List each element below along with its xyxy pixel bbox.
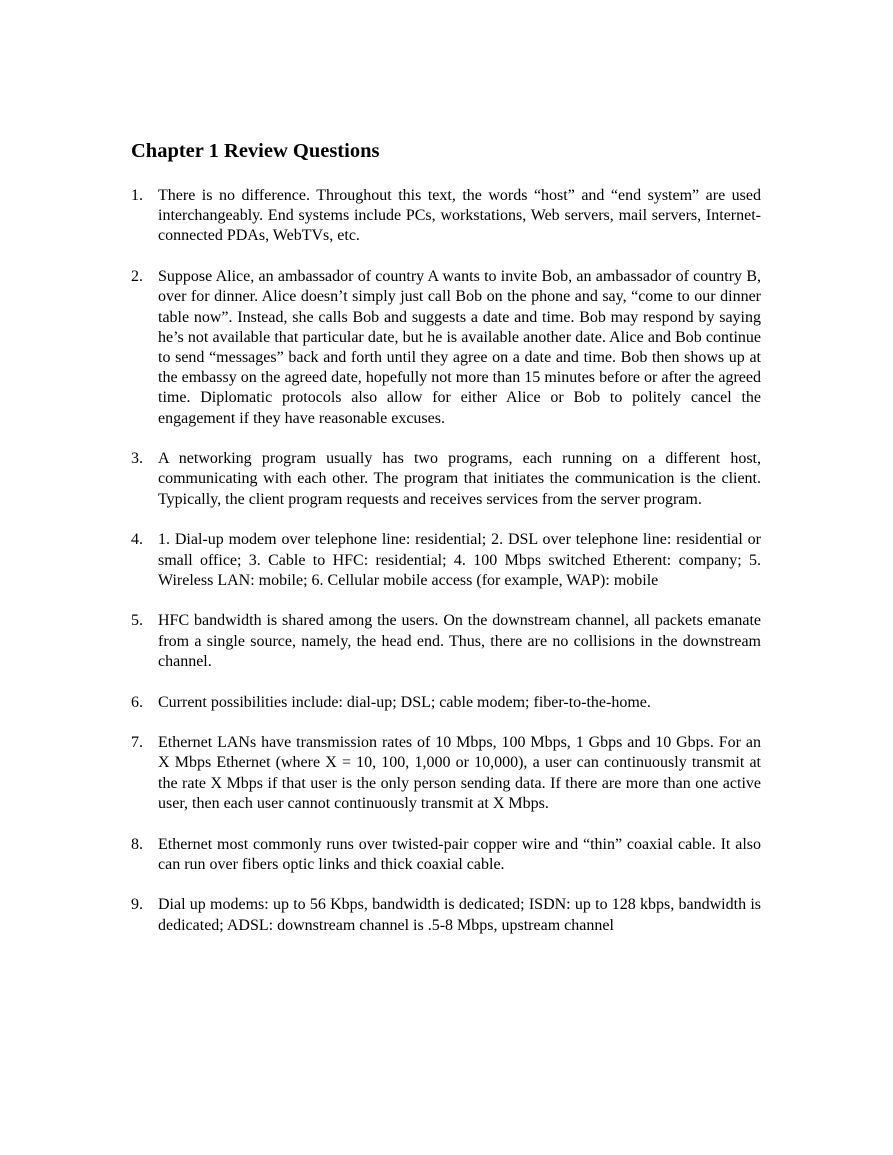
question-number: 6. xyxy=(131,693,143,711)
review-question-list xyxy=(131,186,761,956)
question-number: 3. xyxy=(131,450,143,468)
question-item xyxy=(131,186,761,247)
question-number: 2. xyxy=(131,268,143,286)
question-item xyxy=(131,611,761,672)
question-answer-text: A networking program usually has two programs, each running on a different host, communicating with each other. The program that initiates the communication is the client. Typically, the client program requests and receives services from the server program. xyxy=(158,450,761,508)
question-item xyxy=(131,895,761,935)
page-title: Chapter 1 Review Questions xyxy=(131,140,380,162)
question-item xyxy=(131,733,761,814)
question-answer-text: Ethernet LANs have transmission rates of 10 Mbps, 100 Mbps, 1 Gbps and 10 Gbps. For an X Mbps Ethernet (where X = 10, 100, 1,000 or 10,000), a user can continuously transmit at the rate X Mbps if that user is the only person sending data. If there are more than one active user, then each user cannot continuously transmit at X Mbps. xyxy=(158,734,761,812)
question-answer-text: 1. Dial-up modem over telephone line: residential; 2. DSL over telephone line: residential or small office; 3. Cable to HFC: residential; 4. 100 Mbps switched Etherent: company; 5. Wireless LAN: mobile; 6. Cellular mobile access (for example, WAP): mobile xyxy=(158,531,761,589)
question-number: 4. xyxy=(131,531,143,549)
question-item xyxy=(131,267,761,429)
question-item xyxy=(131,693,761,713)
question-item xyxy=(131,835,761,875)
question-number: 5. xyxy=(131,612,143,630)
question-answer-text: Suppose Alice, an ambassador of country A wants to invite Bob, an ambassador of country B, over for dinner. Alice doesn’t simply just call Bob on the phone and say, “come to our dinner table now”. Instead, she calls Bob and suggests a date and time. Bob may respond by saying he’s not available that particular date, but he is available another date. Alice and Bob continue to send “messages” back and forth until they agree on a date and time. Bob then shows up at the embassy on the agreed date, hopefully not more than 15 minutes before or after the agreed time. Diplomatic protocols also allow for either Alice or Bob to politely cancel the engagement if they have reasonable excuses. xyxy=(158,268,761,427)
question-number: 8. xyxy=(131,835,143,853)
question-answer-text: Dial up modems: up to 56 Kbps, bandwidth is dedicated; ISDN: up to 128 kbps, bandwidth is dedicated; ADSL: downstream channel is .5-8 Mbps, upstream channel xyxy=(158,896,761,934)
question-answer-text: Current possibilities include: dial-up; DSL; cable modem; fiber-to-the-home. xyxy=(158,693,651,711)
question-number: 7. xyxy=(131,734,143,752)
question-number: 1. xyxy=(131,187,143,204)
question-answer-text: HFC bandwidth is shared among the users. On the downstream channel, all packets emanate from a single source, namely, the head end. Thus, there are no collisions in the downstream channel. xyxy=(158,612,761,670)
question-number: 9. xyxy=(131,896,143,914)
question-answer-text: There is no difference. Throughout this text, the words “host” and “end system” are used interchangeably. End systems include PCs, workstations, Web servers, mail servers, Internet-connected PDAs, WebTVs, etc. xyxy=(158,187,761,245)
question-item xyxy=(131,530,761,591)
question-item xyxy=(131,449,761,510)
question-answer-text: Ethernet most commonly runs over twisted-pair copper wire and “thin” coaxial cable. It also can run over fibers optic links and thick coaxial cable. xyxy=(158,835,761,873)
